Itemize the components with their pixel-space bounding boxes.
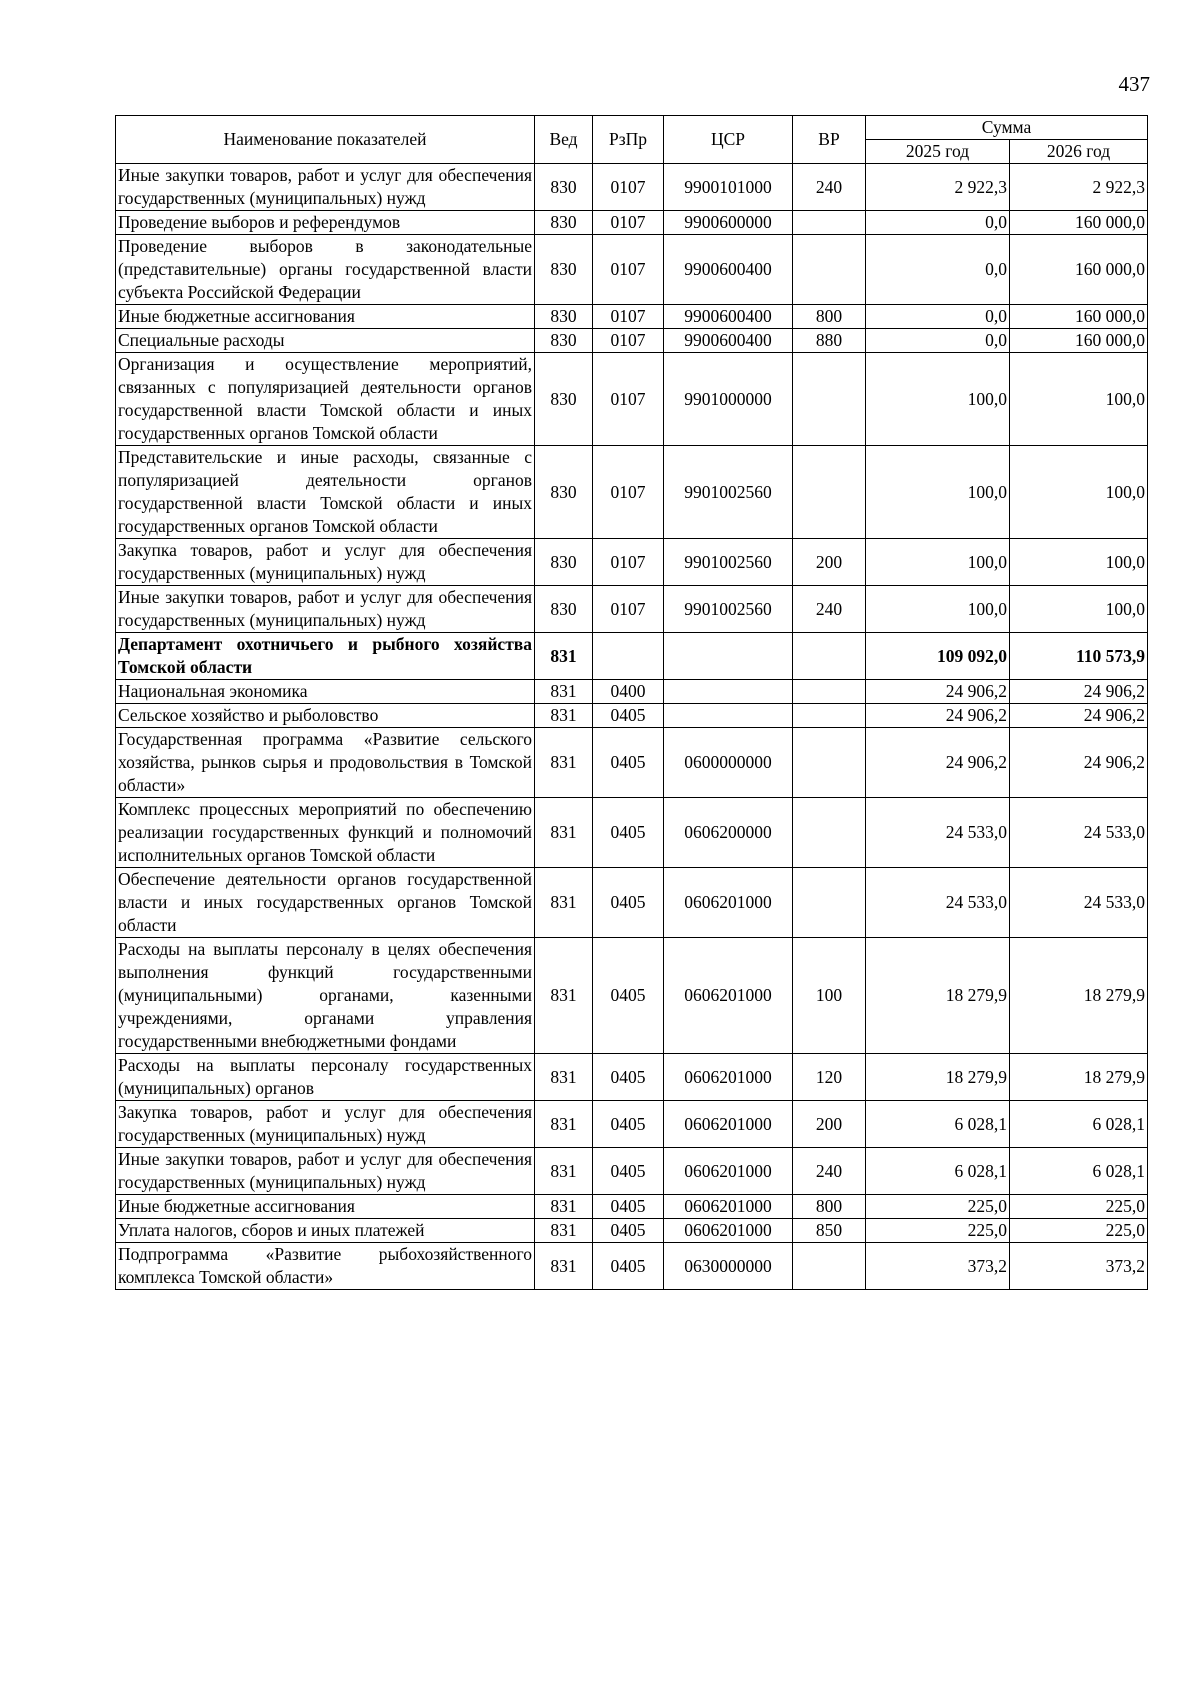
cell-rzpr: 0107 [593,305,664,329]
cell-sum-2025: 0,0 [866,329,1010,353]
cell-rzpr: 0107 [593,586,664,633]
cell-csr: 0606201000 [664,1101,793,1148]
cell-csr: 0606200000 [664,798,793,868]
table-row [116,728,1148,798]
cell-csr: 0606201000 [664,1219,793,1243]
table-row [116,353,1148,446]
budget-table [115,115,1148,1290]
cell-rzpr: 0405 [593,1101,664,1148]
cell-rzpr: 0405 [593,1195,664,1219]
cell-name: Проведение выборов в законодательные (представительные) органы государственной власти субъекта Российской Федерации [116,235,535,305]
cell-sum-2026: 24 906,2 [1010,704,1148,728]
cell-csr: 0606201000 [664,1148,793,1195]
cell-sum-2026: 18 279,9 [1010,938,1148,1054]
cell-vr [793,235,866,305]
cell-sum-2026: 24 533,0 [1010,798,1148,868]
cell-sum-2025: 100,0 [866,353,1010,446]
table-row [116,680,1148,704]
table-row [116,1101,1148,1148]
cell-csr: 0606201000 [664,1054,793,1101]
table-row [116,586,1148,633]
cell-name: Иные бюджетные ассигнования [116,1195,535,1219]
header-vr: ВР [793,116,866,164]
cell-ved: 831 [535,680,593,704]
cell-name: Иные бюджетные ассигнования [116,305,535,329]
cell-sum-2025: 2 922,3 [866,164,1010,211]
cell-sum-2026: 110 573,9 [1010,633,1148,680]
table-row [116,798,1148,868]
table-row [116,446,1148,539]
cell-ved: 830 [535,211,593,235]
cell-sum-2026: 24 906,2 [1010,728,1148,798]
table-row [116,305,1148,329]
cell-name: Организация и осуществление мероприятий, связанных с популяризацией деятельности органов государственной власти Томской области и иных государственных органов Томской области [116,353,535,446]
cell-vr [793,798,866,868]
cell-sum-2025: 6 028,1 [866,1148,1010,1195]
cell-csr: 0606201000 [664,1195,793,1219]
cell-rzpr: 0405 [593,798,664,868]
cell-rzpr: 0107 [593,539,664,586]
table-body [116,164,1148,1290]
cell-vr: 800 [793,305,866,329]
cell-sum-2026: 24 906,2 [1010,680,1148,704]
cell-ved: 831 [535,798,593,868]
cell-csr: 9901002560 [664,539,793,586]
cell-ved: 831 [535,728,593,798]
cell-sum-2026: 225,0 [1010,1219,1148,1243]
cell-vr: 200 [793,539,866,586]
cell-name: Подпрограмма «Развитие рыбохозяйственного комплекса Томской области» [116,1243,535,1290]
cell-sum-2025: 100,0 [866,446,1010,539]
cell-ved: 830 [535,586,593,633]
cell-sum-2026: 160 000,0 [1010,329,1148,353]
cell-sum-2025: 225,0 [866,1195,1010,1219]
table-row [116,211,1148,235]
table-row [116,1148,1148,1195]
cell-sum-2025: 0,0 [866,211,1010,235]
cell-rzpr [593,633,664,680]
cell-sum-2025: 0,0 [866,305,1010,329]
cell-sum-2025: 225,0 [866,1219,1010,1243]
cell-name: Департамент охотничьего и рыбного хозяйства Томской области [116,633,535,680]
cell-sum-2026: 225,0 [1010,1195,1148,1219]
table-row [116,1195,1148,1219]
cell-ved: 831 [535,1148,593,1195]
cell-rzpr: 0107 [593,446,664,539]
cell-ved: 831 [535,1101,593,1148]
cell-name: Государственная программа «Развитие сельского хозяйства, рынков сырья и продовольствия в Томской области» [116,728,535,798]
cell-sum-2026: 2 922,3 [1010,164,1148,211]
table-row [116,235,1148,305]
cell-name: Специальные расходы [116,329,535,353]
cell-rzpr: 0107 [593,211,664,235]
cell-csr [664,704,793,728]
cell-name: Закупка товаров, работ и услуг для обеспечения государственных (муниципальных) нужд [116,539,535,586]
cell-name: Национальная экономика [116,680,535,704]
cell-csr: 9900600400 [664,329,793,353]
cell-ved: 830 [535,305,593,329]
cell-ved: 830 [535,235,593,305]
cell-csr: 9900600400 [664,305,793,329]
cell-ved: 831 [535,1195,593,1219]
cell-sum-2026: 100,0 [1010,539,1148,586]
cell-vr: 240 [793,164,866,211]
cell-sum-2026: 18 279,9 [1010,1054,1148,1101]
cell-name: Закупка товаров, работ и услуг для обеспечения государственных (муниципальных) нужд [116,1101,535,1148]
cell-csr: 9900101000 [664,164,793,211]
cell-sum-2025: 373,2 [866,1243,1010,1290]
cell-rzpr: 0405 [593,728,664,798]
cell-sum-2025: 0,0 [866,235,1010,305]
header-2026: 2026 год [1010,140,1148,164]
cell-sum-2026: 100,0 [1010,586,1148,633]
cell-vr [793,211,866,235]
table-row [116,329,1148,353]
cell-vr: 240 [793,586,866,633]
cell-rzpr: 0107 [593,353,664,446]
table-row [116,539,1148,586]
cell-ved: 830 [535,329,593,353]
cell-rzpr: 0107 [593,164,664,211]
header-2025: 2025 год [866,140,1010,164]
cell-vr [793,353,866,446]
table-row [116,704,1148,728]
cell-csr: 9901000000 [664,353,793,446]
cell-sum-2025: 24 906,2 [866,680,1010,704]
cell-sum-2025: 24 906,2 [866,728,1010,798]
cell-csr: 9900600400 [664,235,793,305]
cell-name: Проведение выборов и референдумов [116,211,535,235]
cell-name: Представительские и иные расходы, связанные с популяризацией деятельности органов государственной власти Томской области и иных государственных органов Томской области [116,446,535,539]
cell-sum-2025: 24 906,2 [866,704,1010,728]
table-row [116,164,1148,211]
cell-sum-2025: 18 279,9 [866,1054,1010,1101]
cell-name: Расходы на выплаты персоналу государственных (муниципальных) органов [116,1054,535,1101]
cell-vr: 240 [793,1148,866,1195]
cell-ved: 831 [535,1243,593,1290]
cell-csr [664,680,793,704]
cell-vr [793,633,866,680]
cell-csr: 0606201000 [664,938,793,1054]
cell-vr [793,868,866,938]
cell-vr [793,704,866,728]
cell-rzpr: 0405 [593,1243,664,1290]
cell-name: Сельское хозяйство и рыболовство [116,704,535,728]
table-header [116,116,1148,164]
cell-csr: 0600000000 [664,728,793,798]
cell-rzpr: 0405 [593,1148,664,1195]
cell-ved: 830 [535,446,593,539]
cell-csr: 0630000000 [664,1243,793,1290]
cell-sum-2026: 100,0 [1010,353,1148,446]
cell-ved: 831 [535,938,593,1054]
cell-rzpr: 0400 [593,680,664,704]
cell-ved: 831 [535,704,593,728]
cell-name: Иные закупки товаров, работ и услуг для обеспечения государственных (муниципальных) нужд [116,164,535,211]
cell-sum-2025: 18 279,9 [866,938,1010,1054]
cell-csr [664,633,793,680]
cell-name: Комплекс процессных мероприятий по обеспечению реализации государственных функций и полномочий исполнительных органов Томской области [116,798,535,868]
table-row [116,1243,1148,1290]
cell-name: Иные закупки товаров, работ и услуг для обеспечения государственных (муниципальных) нужд [116,1148,535,1195]
cell-vr [793,680,866,704]
cell-csr: 9901002560 [664,586,793,633]
cell-rzpr: 0405 [593,938,664,1054]
page-number: 437 [1118,72,1150,96]
table-row [116,938,1148,1054]
cell-rzpr: 0107 [593,235,664,305]
cell-vr: 120 [793,1054,866,1101]
cell-rzpr: 0405 [593,868,664,938]
cell-sum-2025: 100,0 [866,539,1010,586]
cell-sum-2025: 24 533,0 [866,798,1010,868]
cell-sum-2025: 6 028,1 [866,1101,1010,1148]
cell-name: Иные закупки товаров, работ и услуг для обеспечения государственных (муниципальных) нужд [116,586,535,633]
cell-name: Уплата налогов, сборов и иных платежей [116,1219,535,1243]
cell-vr: 800 [793,1195,866,1219]
cell-vr: 200 [793,1101,866,1148]
header-name: Наименование показателей [116,116,535,164]
header-sum: Сумма [866,116,1148,140]
cell-ved: 831 [535,1219,593,1243]
cell-csr: 0606201000 [664,868,793,938]
cell-sum-2026: 100,0 [1010,446,1148,539]
table-row [116,633,1148,680]
cell-vr [793,1243,866,1290]
cell-csr: 9900600000 [664,211,793,235]
cell-ved: 831 [535,868,593,938]
cell-rzpr: 0405 [593,704,664,728]
cell-name: Обеспечение деятельности органов государственной власти и иных государственных органов Томской области [116,868,535,938]
cell-sum-2025: 100,0 [866,586,1010,633]
cell-sum-2026: 6 028,1 [1010,1148,1148,1195]
cell-ved: 830 [535,353,593,446]
cell-sum-2026: 160 000,0 [1010,211,1148,235]
header-rzpr: РзПр [593,116,664,164]
cell-rzpr: 0405 [593,1219,664,1243]
table-row [116,1219,1148,1243]
cell-rzpr: 0107 [593,329,664,353]
cell-ved: 830 [535,539,593,586]
cell-sum-2026: 160 000,0 [1010,305,1148,329]
header-csr: ЦСР [664,116,793,164]
cell-sum-2026: 160 000,0 [1010,235,1148,305]
cell-ved: 831 [535,633,593,680]
cell-vr [793,446,866,539]
cell-vr [793,728,866,798]
cell-ved: 830 [535,164,593,211]
cell-sum-2026: 24 533,0 [1010,868,1148,938]
cell-sum-2025: 24 533,0 [866,868,1010,938]
cell-ved: 831 [535,1054,593,1101]
cell-name: Расходы на выплаты персоналу в целях обеспечения выполнения функций государственными (муниципальными) органами, казенными учреждениями, органами управления государственными внебюджетными фондами [116,938,535,1054]
cell-rzpr: 0405 [593,1054,664,1101]
cell-vr: 850 [793,1219,866,1243]
table-row [116,1054,1148,1101]
table-row [116,868,1148,938]
cell-sum-2026: 373,2 [1010,1243,1148,1290]
cell-sum-2026: 6 028,1 [1010,1101,1148,1148]
cell-vr: 880 [793,329,866,353]
cell-vr: 100 [793,938,866,1054]
cell-csr: 9901002560 [664,446,793,539]
cell-sum-2025: 109 092,0 [866,633,1010,680]
header-ved: Вед [535,116,593,164]
